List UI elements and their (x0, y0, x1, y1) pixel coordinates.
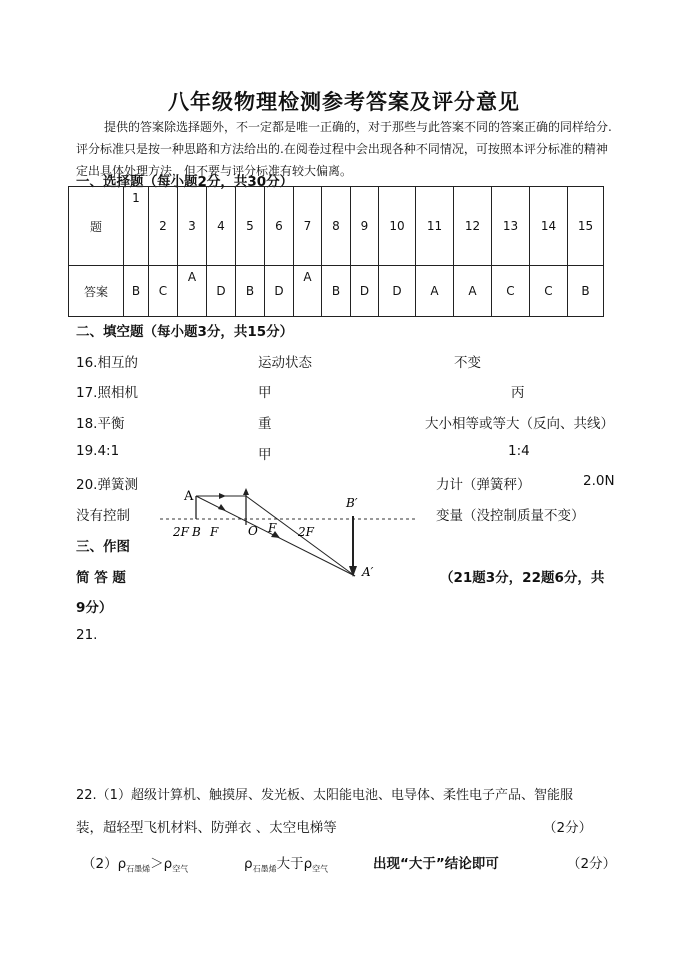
answer-cell: C (492, 266, 530, 317)
page-title: 八年级物理检测参考答案及评分意见 (168, 89, 520, 114)
q18-answer-1: 18.平衡 (76, 416, 125, 432)
answer-cell: B (568, 266, 604, 317)
label-2f-left: 2F (173, 525, 189, 539)
label-o: O (248, 524, 258, 538)
answer-cell: B (322, 266, 351, 317)
lens-arrow-top (243, 488, 249, 495)
q22-part2 (82, 852, 188, 875)
question-number: 8 (322, 187, 351, 266)
question-number: 5 (236, 187, 265, 266)
answer-cell: B (236, 266, 265, 317)
row-label-question: 题 (69, 187, 124, 266)
label-f-left: F (210, 525, 219, 539)
rho-symbol: ρ (244, 856, 253, 872)
question-number: 7 (294, 187, 322, 266)
question-number: 9 (351, 187, 379, 266)
label-a-prime: A′ (362, 565, 374, 579)
question-number: 14 (530, 187, 568, 266)
question-number-row (69, 187, 604, 266)
answer-cell: A (454, 266, 492, 317)
image-arrowhead (349, 566, 357, 577)
question-number: 1 (124, 187, 149, 266)
q16-answer-1: 16.相互的 (76, 355, 138, 371)
answer-cell: C (149, 266, 178, 317)
answer-cell: D (207, 266, 236, 317)
ray-arrowhead (219, 493, 226, 499)
q18-answer-2: 重 (258, 416, 272, 432)
bigger-text: 大于 (276, 856, 304, 872)
section-fill-heading: 二、填空题（每小题3分，共15分） (76, 324, 294, 340)
greater-than-symbol: ＞ (150, 856, 164, 872)
q22-conclusion-note: 出现“大于”结论即可 (373, 856, 499, 872)
q16-answer-3: 不变 (454, 355, 481, 371)
answer-cell: D (379, 266, 416, 317)
question-number: 11 (416, 187, 454, 266)
q19-answer-1: 19.4:1 (76, 443, 120, 459)
answer-cell: B (124, 266, 149, 317)
q22-part2-alt (244, 852, 328, 875)
rho-subscript-air: 空气 (172, 864, 189, 874)
q20-answer-2: 力计（弹簧秤） (436, 477, 531, 493)
section-choice-heading: 一、选择题（每小题2分，共30分） (76, 174, 294, 190)
section-drawing-score-2: 9分） (76, 600, 113, 616)
answer-cell: D (351, 266, 379, 317)
question-number: 12 (454, 187, 492, 266)
row-label-answer: 答案 (69, 266, 124, 317)
q22-part2-label: （2） (82, 856, 118, 872)
q22-part1-score: （2分） (543, 820, 593, 836)
answer-cell: A (178, 266, 207, 317)
label-b: B (192, 525, 201, 539)
answer-table (68, 186, 604, 317)
rho-symbol: ρ (117, 856, 127, 872)
question-number: 15 (568, 187, 604, 266)
intro-paragraph: 提供的答案除选择题外，不一定都是唯一正确的，对于那些与此答案不同的答案正确的同样给分.评分标准只是按一种思路和方法给出的.在阅卷过程中会出现各种不同情况，可按照本评分标准的精神定出具体处理方法，但不要与评分标准有较大偏离。 (76, 120, 612, 178)
answer-cell: A (416, 266, 454, 317)
rho-subscript-air: 空气 (312, 864, 329, 874)
rho-subscript-graphene: 石墨烯 (126, 864, 151, 874)
answer-cell: D (265, 266, 294, 317)
ray-arrowhead (218, 504, 226, 511)
rho-symbol: ρ (163, 856, 173, 872)
question-number: 10 (379, 187, 416, 266)
label-2f-right: 2F (298, 525, 314, 539)
rho-subscript-graphene: 石墨烯 (252, 864, 277, 874)
q22-part1-line1: 22.（1）超级计算机、触摸屏、发光板、太阳能电池、电导体、柔性电子产品、智能服 (76, 788, 573, 803)
label-a: A (184, 489, 194, 504)
question-number: 6 (265, 187, 294, 266)
q19-answer-2: 甲 (258, 447, 272, 463)
question-number: 2 (149, 187, 178, 266)
q20-answer-4: 没有控制 (76, 508, 130, 524)
q17-answer-1: 17.照相机 (76, 385, 138, 401)
label-b-prime: B′ (346, 496, 358, 510)
question-number: 13 (492, 187, 530, 266)
section-drawing-heading-2: 简 答 题 (76, 570, 126, 586)
q22-part1-line2: 装，超轻型飞机材料、防弹衣 、太空电梯等 (76, 820, 337, 836)
answer-cell: C (530, 266, 568, 317)
answer-cell: A (294, 266, 322, 317)
section-drawing-score: （21题3分，22题6分，共 (440, 570, 605, 586)
q20-answer-5: 变量（没控制质量不变） (436, 508, 585, 524)
q21-label: 21. (76, 627, 98, 643)
section-drawing-heading: 三、作图 (76, 539, 130, 555)
q20-answer-1: 20.弹簧测 (76, 477, 138, 493)
rho-symbol: ρ (303, 856, 313, 872)
q17-answer-2: 甲 (258, 385, 272, 401)
q19-answer-3: 1:4 (508, 443, 530, 459)
lens-ray-diagram (150, 480, 420, 580)
q17-answer-3: 丙 (511, 385, 525, 401)
question-number: 4 (207, 187, 236, 266)
q16-answer-2: 运动状态 (258, 355, 312, 371)
q20-answer-3: 2.0N (583, 473, 615, 489)
label-f-right: F (268, 521, 277, 535)
question-number: 3 (178, 187, 207, 266)
q22-part2-score: （2分） (567, 856, 617, 872)
answer-row (69, 266, 604, 317)
q18-answer-3: 大小相等或等大（反向、共线） (425, 416, 614, 432)
